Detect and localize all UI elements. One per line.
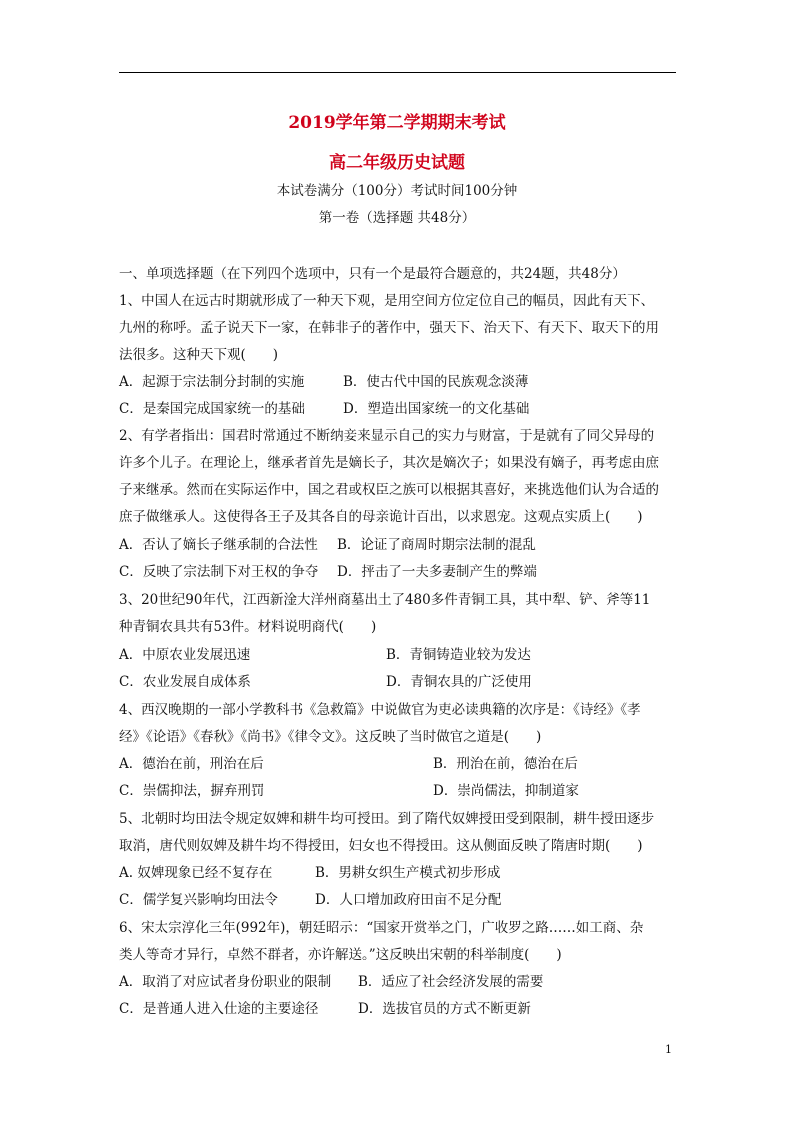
page-number: 1 xyxy=(665,1043,672,1056)
question-4-option-c: C．崇儒抑法，摒弃刑罚 xyxy=(119,783,265,799)
question-4-option-a: A．德治在前，刑治在后 xyxy=(119,756,264,772)
question-5-line-2: 取消，唐代则奴婢及耕牛均不得授田，妇女也不得授田。这从侧面反映了隋唐时期( ) xyxy=(119,838,643,854)
question-1-option-c: C．是秦国完成国家统一的基础 xyxy=(119,401,305,417)
question-1-line-3: 法很多。这种天下观( ) xyxy=(119,347,279,363)
question-3-line-1: 3、20世纪90年代，江西新淦大洋州商墓出土了480多件青铜工具，其中犁、铲、斧等11 xyxy=(119,592,651,608)
question-3-option-c: C．农业发展自成体系 xyxy=(119,674,251,690)
question-1-option-d: D．塑造出国家统一的文化基础 xyxy=(343,401,530,417)
question-2-option-a: A．否认了嫡长子继承制的合法性 xyxy=(119,537,318,553)
question-2-line-1: 2、有学者指出：国君时常通过不断纳妾来显示自己的实力与财富，于是就有了同父异母的 xyxy=(119,428,655,444)
question-5-option-c: C．儒学复兴影响均田法令 xyxy=(119,892,278,908)
question-6-line-1: 6、宋太宗淳化三年(992年)，朝廷昭示：“国家开赏举之门，广收罗之路……如工商、杂 xyxy=(119,920,644,936)
question-4-option-d: D．崇尚儒法，抑制道家 xyxy=(433,783,579,799)
exam-title: 2019学年第二学期期末考试 xyxy=(288,113,506,133)
header-rule xyxy=(119,72,676,73)
question-3-option-a: A．中原农业发展迅速 xyxy=(119,647,251,663)
question-2-line-3: 子来继承。然而在实际运作中，国之君或权臣之族可以根据其喜好，来挑选他们认为合适的 xyxy=(119,482,659,498)
question-1-line-1: 1、中国人在远古时期就形成了一种天下观，是用空间方位定位自己的幅员，因此有天下、 xyxy=(119,293,655,309)
question-6-option-b: B．适应了社会经济发展的需要 xyxy=(358,974,544,990)
question-6-line-2: 类人等奇才异行，卓然不群者，亦许解送。”这反映出宋朝的科举制度( ) xyxy=(119,947,562,963)
question-3-option-d: D．青铜农具的广泛使用 xyxy=(386,674,532,690)
question-5-option-d: D．人口增加政府田亩不足分配 xyxy=(315,892,502,908)
question-6-option-c: C．是普通人进入仕途的主要途径 xyxy=(119,1001,319,1017)
part-title: 第一卷（选择题 共48分） xyxy=(318,210,476,226)
question-6-option-a: A．取消了对应试者身份职业的限制 xyxy=(119,974,332,990)
exam-info: 本试卷满分（100分）考试时间100分钟 xyxy=(276,183,518,199)
question-4-line-2: 经》《论语》《春秋》《尚书》《律令文》。这反映了当时做官之道是( ) xyxy=(119,729,542,745)
question-5-line-1: 5、北朝时均田法令规定奴婢和耕牛均可授田。到了隋代奴婢授田受到限制，耕牛授田逐步 xyxy=(119,811,655,827)
question-6-option-d: D．选拔官员的方式不断更新 xyxy=(358,1001,531,1017)
question-5-option-b: B．男耕女织生产模式初步形成 xyxy=(315,865,501,881)
question-2-option-b: B．论证了商周时期宗法制的混乱 xyxy=(337,537,536,553)
question-4-option-b: B．刑治在前，德治在后 xyxy=(433,756,578,772)
question-3-line-2: 种青铜农具共有53件。材料说明商代( ) xyxy=(119,619,377,635)
section-intro: 一、单项选择题（在下列四个选项中，只有一个是最符合题意的，共24题，共48分） xyxy=(119,266,626,282)
question-2-option-c: C．反映了宗法制下对王权的争夺 xyxy=(119,564,319,580)
question-1-option-b: B．使古代中国的民族观念淡薄 xyxy=(343,374,529,390)
question-5-option-a: A. 奴婢现象已经不复存在 xyxy=(119,865,273,881)
question-4-line-1: 4、西汉晚期的一部小学教科书《急救篇》中说做官为吏必读典籍的次序是：《诗经》《孝 xyxy=(119,702,641,718)
question-1-option-a: A．起源于宗法制分封制的实施 xyxy=(119,374,305,390)
question-3-option-b: B．青铜铸造业较为发达 xyxy=(386,647,531,663)
question-1-line-2: 九州的称呼。孟子说天下一家，在韩非子的著作中，强天下、治天下、有天下、取天下的用 xyxy=(119,320,659,336)
question-2-line-2: 许多个儿子。在理论上，继承者首先是嫡长子，其次是嫡次子；如果没有嫡子，再考虑由庶 xyxy=(119,455,659,471)
question-2-line-4: 庶子做继承人。这使得各王子及其各自的母亲诡计百出，以求恩宠。这观点实质上( ) xyxy=(119,509,643,525)
exam-subtitle: 高二年级历史试题 xyxy=(329,153,465,173)
question-2-option-d: D．抨击了一夫多妻制产生的弊端 xyxy=(337,564,537,580)
